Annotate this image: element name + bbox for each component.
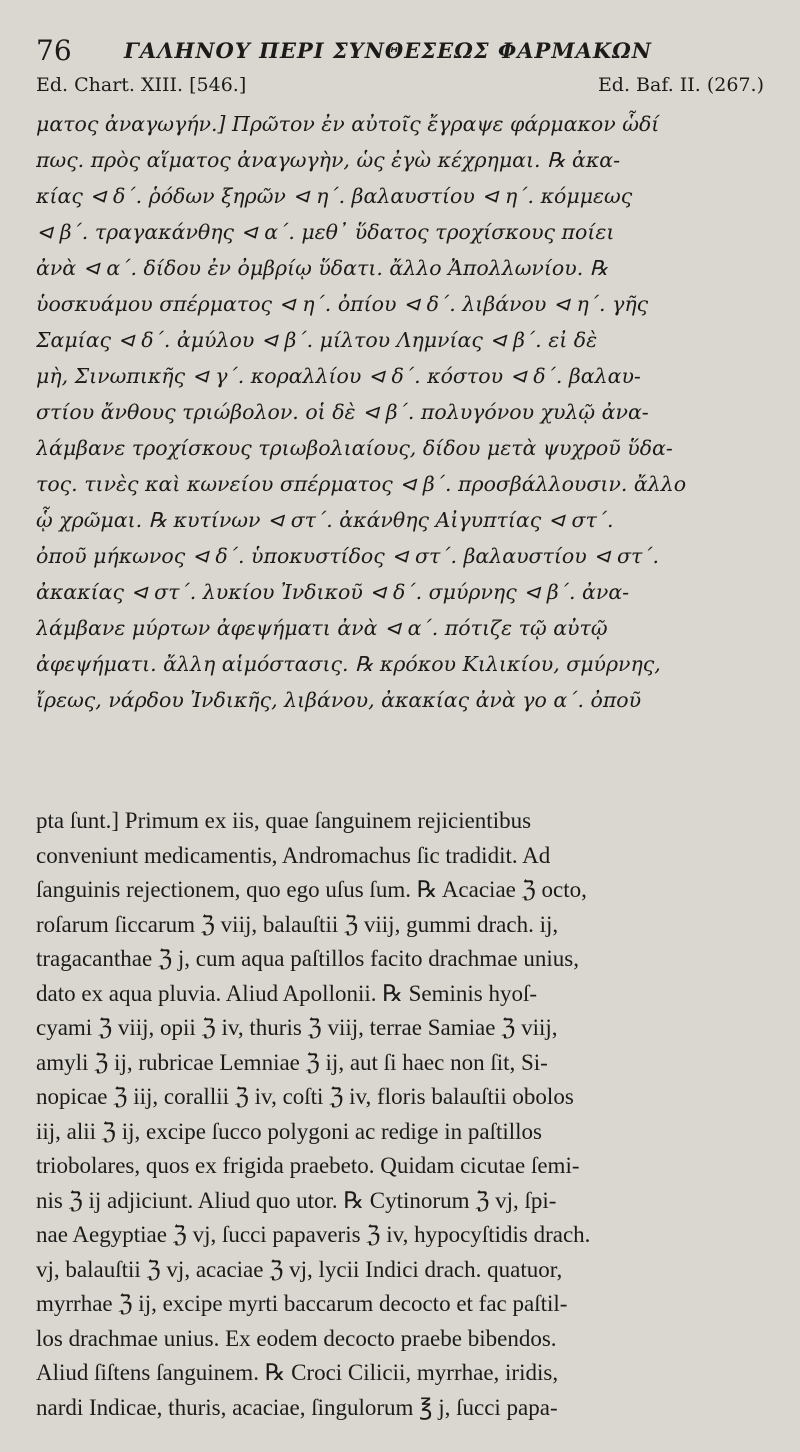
latin-text-line: pta ſunt.] Primum ex iis, quae ſanguinem rejicientibus bbox=[36, 808, 532, 833]
latin-text-line: nis ℨ ij adjiciunt. Aliud quo utor. ℞ Cytinorum ℨ vj, ſpi- bbox=[36, 1187, 557, 1213]
edition-reference-line bbox=[36, 74, 764, 104]
greek-text-line: ᾧ χρῶμαι. ℞ κυτίνων ⊲ στ΄. ἀκάνθης Αἰγυπτίας ⊲ στ΄. bbox=[36, 508, 614, 532]
latin-text-line: tragacanthae ℨ j, cum aqua paſtillos facito drachmae unius, bbox=[36, 946, 579, 971]
latin-text-line: vj, balauſtii ℨ vj, acaciae ℨ vj, lycii Indici drach. quatuor, bbox=[36, 1256, 563, 1282]
latin-text-line: los drachmae unius. Ex eodem decocto praebe bibendos. bbox=[36, 1325, 557, 1351]
greek-text-line: ἀνὰ ⊲ α΄. δίδου ἐν ὀμβρίῳ ὕδατι. ἄλλο Ἀπολλωνίου. ℞ bbox=[36, 256, 609, 280]
latin-text-line: nopicae ℨ iij, corallii ℨ iv, coſti ℨ iv, floris balauſtii obolos bbox=[36, 1084, 574, 1109]
greek-text-line: τος. τινὲς καὶ κωνείου σπέρματος ⊲ β΄. προσβάλλουσιν. ἄλλο bbox=[36, 472, 687, 496]
greek-text-block bbox=[36, 106, 764, 718]
greek-text-line: Σαμίας ⊲ δ΄. ἀμύλου ⊲ β΄. μίλτου Λημνίας ⊲ β΄. εἰ δὲ bbox=[36, 328, 598, 352]
latin-text-line: roſarum ſiccarum ℨ viij, balauſtii ℨ viij, gummi drach. ij, bbox=[36, 911, 559, 937]
greek-text-line: μὴ, Σινωπικῆς ⊲ γ΄. κοραλλίου ⊲ δ΄. κόστου ⊲ δ΄. βαλαυ- bbox=[36, 364, 641, 388]
greek-text-line: πως. πρὸς αἵματος ἀναγωγὴν, ὡς ἐγὼ κέχρημαι. ℞ ἀκα- bbox=[36, 148, 621, 172]
greek-text-line: στίου ἄνθους τριώβολον. οἱ δὲ ⊲ β΄. πολυγόνου χυλῷ ἀνα- bbox=[36, 400, 649, 424]
running-title: ΓΑΛΗΝΟΥ ΠΕΡΙ ΣΥΝΘΕΣΕΩΣ ΦΑΡΜΑΚΩΝ bbox=[124, 38, 652, 63]
running-head bbox=[36, 28, 764, 74]
latin-text-line: iij, alii ℨ ij, excipe ſucco polygoni ac redige in paſtillos bbox=[36, 1118, 542, 1144]
greek-text-line: ἴρεως, νάρδου Ἰνδικῆς, λιβάνου, ἀκακίας ἀνὰ γο α΄. ὀποῦ bbox=[36, 688, 642, 712]
page-number: 76 bbox=[36, 34, 72, 67]
greek-text-line: λάμβανε μύρτων ἀφεψήματι ἀνὰ ⊲ α΄. πότιζε τῷ αὐτῷ bbox=[36, 616, 608, 640]
latin-text-line: Aliud ſiſtens ſanguinem. ℞ Croci Cilicii, myrrhae, iridis, bbox=[36, 1360, 559, 1385]
greek-text-line: λάμβανε τροχίσκους τριωβολιαίους, δίδου μετὰ ψυχροῦ ὕδα- bbox=[36, 436, 673, 460]
latin-text-line: cyami ℨ viij, opii ℨ iv, thuris ℨ viij, terrae Samiae ℨ viij, bbox=[36, 1015, 558, 1040]
latin-text-line: amyli ℨ ij, rubricae Lemniae ℨ ij, aut ſi haec non ſit, Si- bbox=[36, 1049, 548, 1075]
greek-text-line: κίας ⊲ δ΄. ῥόδων ξηρῶν ⊲ η΄. βαλαυστίου ⊲ η΄. κόμμεως bbox=[36, 184, 633, 208]
greek-text-line: ἀφεψήματι. ἄλλη αἱμόστασις. ℞ κρόκου Κιλικίου, σμύρνης, bbox=[36, 652, 661, 676]
greek-text-line: ἀκακίας ⊲ στ΄. λυκίου Ἰνδικοῦ ⊲ δ΄. σμύρνης ⊲ β΄. ἀνα- bbox=[36, 580, 630, 604]
latin-text-line: dato ex aqua pluvia. Aliud Apollonii. ℞ Seminis hyoſ- bbox=[36, 980, 538, 1006]
greek-text-line: ματος ἀναγωγήν.] Πρῶτον ἐν αὐτοῖς ἔγραψε φάρμακον ὧδί bbox=[36, 112, 660, 136]
latin-text-line: triobolares, quos ex frigida praebeto. Quidam cicutae ſemi- bbox=[36, 1153, 580, 1178]
latin-text-block bbox=[36, 804, 764, 1425]
latin-text-line: ſanguinis rejectionem, quo ego uſus ſum. ℞ Acaciae ℨ octo, bbox=[36, 877, 587, 902]
edition-basel-ref: Ed. Baf. II. (267.) bbox=[597, 74, 764, 96]
latin-text-line: nardi Indicae, thuris, acaciae, ſingulorum ℥ j, ſucci papa- bbox=[36, 1394, 558, 1420]
latin-text-line: myrrhae ℨ ij, excipe myrti baccarum decocto et fac paſtil- bbox=[36, 1291, 568, 1316]
greek-text-line: ὀποῦ μήκωνος ⊲ δ΄. ὑποκυστίδος ⊲ στ΄. βαλαυστίου ⊲ στ΄. bbox=[36, 544, 660, 568]
edition-chart-ref: Ed. Chart. XIII. [546.] bbox=[36, 74, 247, 96]
greek-text-line: ⊲ β΄. τραγακάνθης ⊲ α΄. μεθ᾽ ὕδατος τροχίσκους ποίει bbox=[36, 220, 615, 244]
latin-text-line: nae Aegyptiae ℨ vj, ſucci papaveris ℨ iv, hypocyſtidis drach. bbox=[36, 1222, 591, 1247]
latin-text-line: conveniunt medicamentis, Andromachus ſic tradidit. Ad bbox=[36, 842, 551, 868]
greek-text-line: ὑοσκυάμου σπέρματος ⊲ η΄. ὀπίου ⊲ δ΄. λιβάνου ⊲ η΄. γῆς bbox=[36, 292, 649, 316]
